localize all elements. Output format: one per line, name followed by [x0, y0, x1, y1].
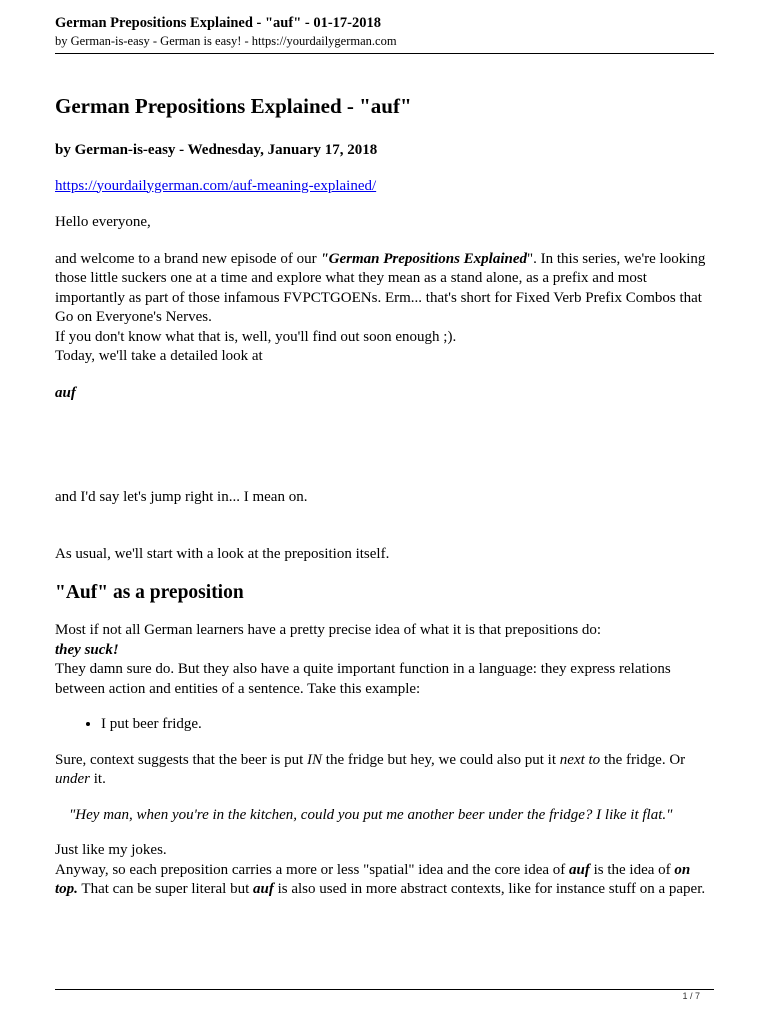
page-number: 1 / 7 [682, 991, 700, 1001]
sure-text-c: the fridge. Or [600, 751, 686, 768]
header-divider [55, 53, 714, 54]
intro-line-3: Today, we'll take a detailed look at [55, 348, 263, 364]
example-list [55, 715, 715, 735]
jokes-line: Just like my jokes. [55, 842, 167, 858]
anyway-text-b: is the idea of [589, 861, 675, 878]
sure-text-b: the fridge but hey, we could also put it [322, 751, 560, 768]
intro-line-2: If you don't know what that is, well, you'll find out soon enough ;). [55, 328, 457, 345]
anyway-text-a: Anyway, so each preposition carries a more or less "spatial" idea and the core idea of [55, 861, 569, 878]
jump-in-line: and I'd say let's jump right in... I mean on. [55, 489, 308, 505]
sure-under: under [55, 771, 90, 787]
sure-text-a: Sure, context suggests that the beer is put [55, 751, 308, 768]
anyway-auf-1: auf [569, 861, 590, 878]
most-line-1: Most if not all German learners have a pretty precise idea of what it is that prepositions do: [55, 622, 602, 638]
article-body [55, 92, 715, 900]
running-header-subtitle: by German-is-easy - German is easy! - https://yourdailygerman.com [55, 34, 397, 48]
intro-text-1: and welcome to a brand new episode of our [55, 250, 321, 267]
anyway-text-c: That can be super literal but [77, 881, 253, 897]
anyway-on-top: on top. [55, 861, 691, 897]
prepositions-paragraph [55, 621, 715, 699]
most-line-2: They damn sure do. But they also have a quite important function in a language: they express relations between action and entities of a sentence. Take this example: [55, 661, 671, 697]
intro-text-2: ". In this series, we're looking those little suckers one at a time and explore what they mean as a stand alone, as a prefix and most importantly as part of those infamous FVPCTGOENs. Erm... that's short for Fixed Verb Prefix Combos that Go on Everyone's Nerves. [55, 250, 706, 325]
list-item: • I put beer fridge. [101, 715, 715, 735]
sure-text-d: it. [90, 771, 106, 787]
article-title: German Prepositions Explained - "auf" [55, 94, 412, 118]
sure-next-to: next to [559, 751, 601, 768]
context-paragraph [55, 751, 715, 790]
focus-word: auf [55, 384, 76, 401]
running-header-title: German Prepositions Explained - "auf" - 01-17-2018 [55, 15, 381, 31]
footer-divider [55, 989, 714, 990]
anyway-text-d: is also used in more abstract contexts, like for instance stuff on a paper. [273, 881, 706, 897]
quote: "Hey man, when you're in the kitchen, could you put me another beer under the fridge? I like it flat." [69, 806, 673, 823]
they-suck: they suck! [55, 641, 119, 658]
article-byline: by German-is-easy - Wednesday, January 17, 2018 [55, 142, 378, 158]
article-url-link[interactable]: https://yourdailygerman.com/auf-meaning-explained/ [55, 177, 377, 194]
greeting: Hello everyone, [55, 214, 151, 230]
intro-paragraph [55, 250, 715, 367]
usual-line: As usual, we'll start with a look at the preposition itself. [55, 545, 390, 562]
sure-in: IN [307, 751, 323, 768]
series-name: "German Prepositions Explained [320, 250, 528, 267]
section-heading: "Auf" as a preposition [55, 582, 244, 603]
anyway-auf-2: auf [253, 881, 274, 897]
jokes-paragraph [55, 841, 715, 900]
